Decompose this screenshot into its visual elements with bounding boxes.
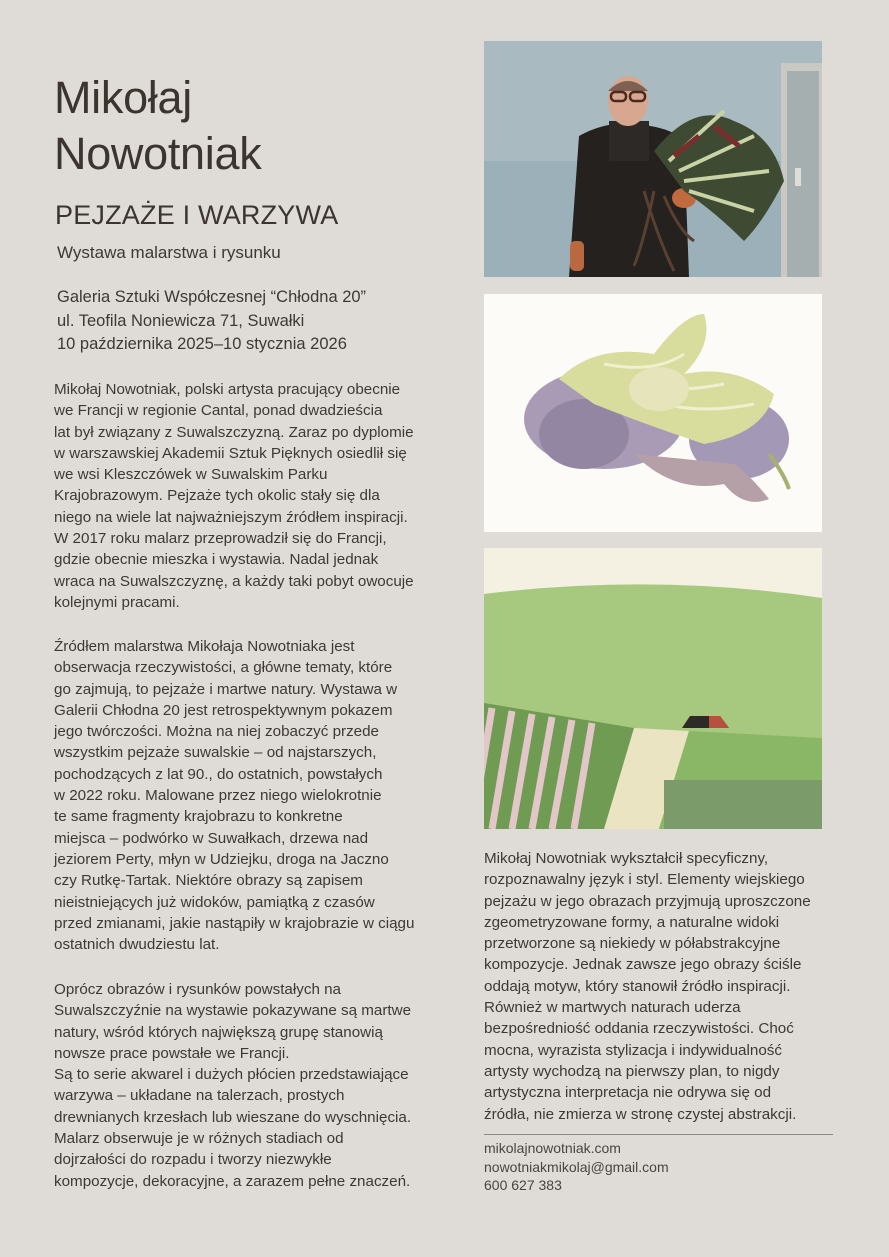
text-line: w 2022 roku. Malowane przez niego wielokrotnie (54, 787, 382, 805)
text-line: ostatnich dwudziestu lat. (54, 936, 220, 954)
website-link[interactable]: mikolajnowotniak.com (484, 1140, 621, 1156)
artist-name-line1: Mikołaj (54, 72, 192, 123)
exhibition-dates: 10 października 2025–10 stycznia 2026 (57, 335, 347, 353)
landscape-painting-illustration (484, 548, 822, 829)
text-line: Malarz obserwuje je w różnych stadiach od (54, 1130, 344, 1148)
text-line: obserwacja rzeczywistości, a główne tematy, które (54, 659, 393, 677)
text-line: nieistniejących już widoków, pamiątką z czasów (54, 893, 375, 911)
text-line: pejzażu w jego obrazach przyjmują uproszczone (484, 892, 811, 910)
contact-divider (484, 1134, 833, 1135)
gallery-address: ul. Teofila Noniewicza 71, Suwałki (57, 311, 305, 330)
text-line: niego na wiele lat najważniejszym źródłem inspiracji. (54, 508, 408, 526)
text-line: Suwalszczyźnie na wystawie pokazywane są martwe (54, 1002, 412, 1020)
text-line: bezpośredniość oddania rzeczywistości. Choć (484, 1020, 794, 1038)
text-line: gdzie obecnie mieszka i wystawia. Nadal jednak (54, 551, 379, 569)
text-line: natury, wśród których największą grupę stanowią (54, 1023, 383, 1041)
text-line: kompozycje. Jednak zawsze jego obrazy ściśle (484, 956, 802, 974)
text-line: jeziorem Perty, młyn w Udziejku, droga na Jaczno (54, 850, 389, 868)
text-line: przed zmianami, jakie nastąpiły w krajobrazie w ciągu (54, 914, 415, 932)
exhibition-title: PEJZAŻE I WARZYWA (55, 200, 339, 230)
text-line: czy Rutkę-Tartak. Niektóre obrazy są zapisem (54, 872, 363, 890)
text-line: Oprócz obrazów i rysunków powstałych na (54, 981, 341, 998)
text-line: dojrzałości do rozpadu i tworzy niezwykłe (54, 1151, 332, 1169)
text-line: Galerii Chłodna 20 jest retrospektywnym pokazem (54, 701, 393, 719)
contact-info (484, 1139, 669, 1195)
text-line: we Francji w regionie Cantal, ponad dwadzieścia (54, 402, 383, 420)
text-line: wraca na Suwalszczyznę, a każdy taki pobyt owocuje (54, 572, 414, 590)
artist-photo (484, 41, 822, 277)
paragraph-still-lifes (54, 979, 411, 1192)
cabbage-watercolor-illustration (484, 294, 822, 532)
text-line: Mikołaj Nowotniak wykształcił specyficzny, (484, 850, 769, 867)
venue-info (57, 286, 366, 357)
text-line: jego twórczości. Można na niej zobaczyć przede (54, 723, 380, 741)
text-line: artysty wychodzą na pierwszy plan, to nigdy (484, 1062, 780, 1080)
text-line: Są to serie akwarel i dużych płócien przedstawiające (54, 1066, 409, 1084)
text-line: kompozycje, dekoracyjne, a zarazem pełne znaczeń. (54, 1172, 411, 1190)
text-line: warzywa – układane na talerzach, prostych (54, 1087, 345, 1105)
text-line: artystyczna interpretacja nie odrywa się od (484, 1084, 772, 1102)
artist-name (54, 70, 474, 182)
text-line: pochodzących z lat 90., do ostatnich, powstałych (54, 765, 383, 783)
text-line: lat był związany z Suwalszczyzną. Zaraz po dyplomie (54, 423, 414, 441)
text-line: oddają motyw, który stanowił źródło inspiracji. (484, 977, 791, 995)
text-line: Również w martwych naturach uderza (484, 999, 741, 1017)
text-line: kolejnymi pracami. (54, 593, 180, 611)
text-line: wszystkim pejzaże suwalskie – od najstarszych, (54, 744, 377, 762)
text-line: go zajmują, to pejzaże i martwe natury. Wystawa w (54, 680, 398, 698)
text-line: miejsca – podwórko w Suwałkach, drzewa nad (54, 829, 369, 847)
text-line: drewnianych krzesłach lub wieszane do wyschnięcia. (54, 1108, 412, 1126)
text-line: w warszawskiej Akademii Sztuk Pięknych osiedlił się (54, 444, 407, 462)
text-line: W 2017 roku malarz przeprowadził się do Francji, (54, 530, 387, 548)
text-line: we wsi Kleszczówek w Suwalskim Parku (54, 466, 328, 484)
text-line: rozpoznawalny język i styl. Elementy wiejskiego (484, 871, 805, 889)
paragraph-biography (54, 379, 414, 613)
text-line: zgeometryzowane formy, a naturalne widoki (484, 913, 780, 931)
text-line: Źródłem malarstwa Mikołaja Nowotniaka jest (54, 638, 355, 655)
email-link[interactable]: nowotniakmikolaj@gmail.com (484, 1158, 669, 1175)
paragraph-sources (54, 636, 414, 955)
artist-photo-illustration (484, 41, 822, 277)
text-line: nowsze prace powstałe we Francji. (54, 1044, 290, 1062)
text-line: mocna, wyrazista stylizacja i indywidualność (484, 1041, 782, 1059)
text-line: przetworzone są niekiedy w półabstrakcyjne (484, 935, 781, 953)
text-line: źródła, nie zmierza w stronę czystej abstrakcji. (484, 1105, 797, 1123)
exhibition-tagline: Wystawa malarstwa i rysunku (57, 243, 281, 262)
phone-number: 600 627 383 (484, 1177, 562, 1193)
paragraph-style (484, 848, 811, 1125)
text-line: te same fragmenty krajobrazu to konkretne (54, 808, 343, 826)
gallery-name: Galeria Sztuki Współczesnej “Chłodna 20” (57, 288, 367, 306)
text-line: Mikołaj Nowotniak, polski artysta pracujący obecnie (54, 381, 401, 398)
cabbage-watercolor (484, 294, 822, 532)
text-line: Krajobrazowym. Pejzaże tych okolic stały się dla (54, 487, 380, 505)
landscape-painting (484, 548, 822, 829)
artist-name-line2: Nowotniak (54, 128, 262, 179)
